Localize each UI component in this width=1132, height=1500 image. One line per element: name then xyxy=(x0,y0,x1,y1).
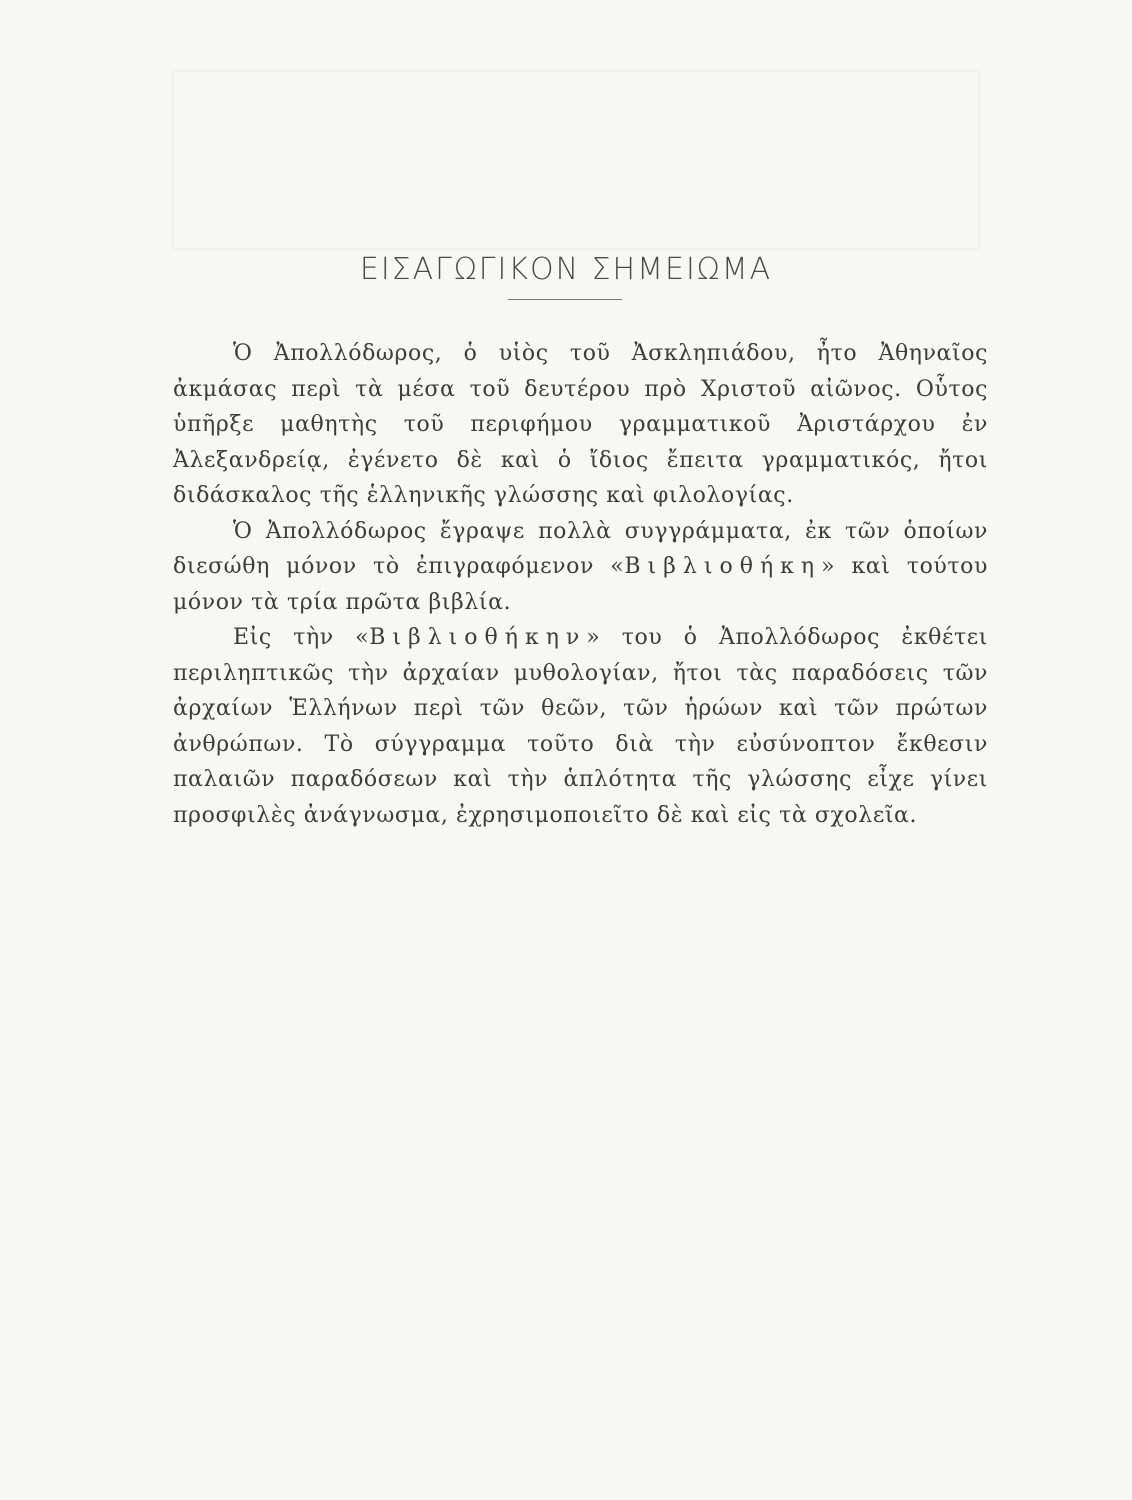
paragraph-3 xyxy=(173,620,988,833)
paragraph-3-text-before: Εἰς τὴν « xyxy=(233,625,370,650)
section-heading: ΕΙΣΑΓΩΓΙΚΟΝ ΣΗΜΕΙΩΜΑ xyxy=(359,252,773,287)
body-text xyxy=(173,336,988,833)
paragraph-1: Ὁ Ἀπολλόδωρος, ὁ υἱὸς τοῦ Ἀσκληπιάδου, ἦτο Ἀθηναῖος ἀκμάσας περὶ τὰ μέσα τοῦ δευτέρου πρὸ Χριστοῦ αἰῶνος. Οὗτος ὑπῆρξε μαθητὴς τοῦ περιφήμου γραμματικοῦ Ἀριστάρχου ἐν Ἀλεξανδρείᾳ, ἐγένετο δὲ καὶ ὁ ἴδιος ἔπειτα γραμματικός, ἤτοι διδάσκαλος τῆς ἑλληνικῆς γλώσσης καὶ φιλολογίας. xyxy=(173,341,988,508)
paragraph-3-text-after: » του ὁ Ἀπολλόδωρος ἐκθέτει περιληπτικῶς τὴν ἀρχαίαν μυθολογίαν, ἤτοι τὰς παραδόσεις τῶν ἀρχαίων Ἑλλήνων περὶ τῶν θεῶν, τῶν ἡρώων καὶ τῶν πρώτων ἀνθρώπων. Τὸ σύγγραμμα τοῦτο διὰ τὴν εὐσύνοπτον ἔκθεσιν παλαιῶν παραδόσεων καὶ τὴν ἁπλότητα τῆς γλώσσης εἶχε γίνει προσφιλὲς ἀνάγνωσμα, ἐχρησιμοποιεῖτο δὲ καὶ εἰς τὰ σχολεῖα. xyxy=(173,625,988,828)
heading-rule xyxy=(508,299,622,300)
show-through-frame xyxy=(172,70,980,250)
paragraph-2-title-emphasis: Βιβλιοθήκη xyxy=(624,554,822,579)
paragraph-2-text-after: » καὶ τούτου μόνον τὰ τρία πρῶτα βιβλία. xyxy=(173,554,989,615)
paragraph-2-text-before: Ὁ Ἀπολλόδωρος ἔγραψε πολλὰ συγγράμματα, ἐκ τῶν ὁποίων διεσώθη μόνον τὸ ἐπιγραφόμενον « xyxy=(173,518,988,579)
paragraph-2 xyxy=(173,514,988,621)
paragraph-3-title-emphasis: Βιβλιοθήκην xyxy=(369,625,587,650)
